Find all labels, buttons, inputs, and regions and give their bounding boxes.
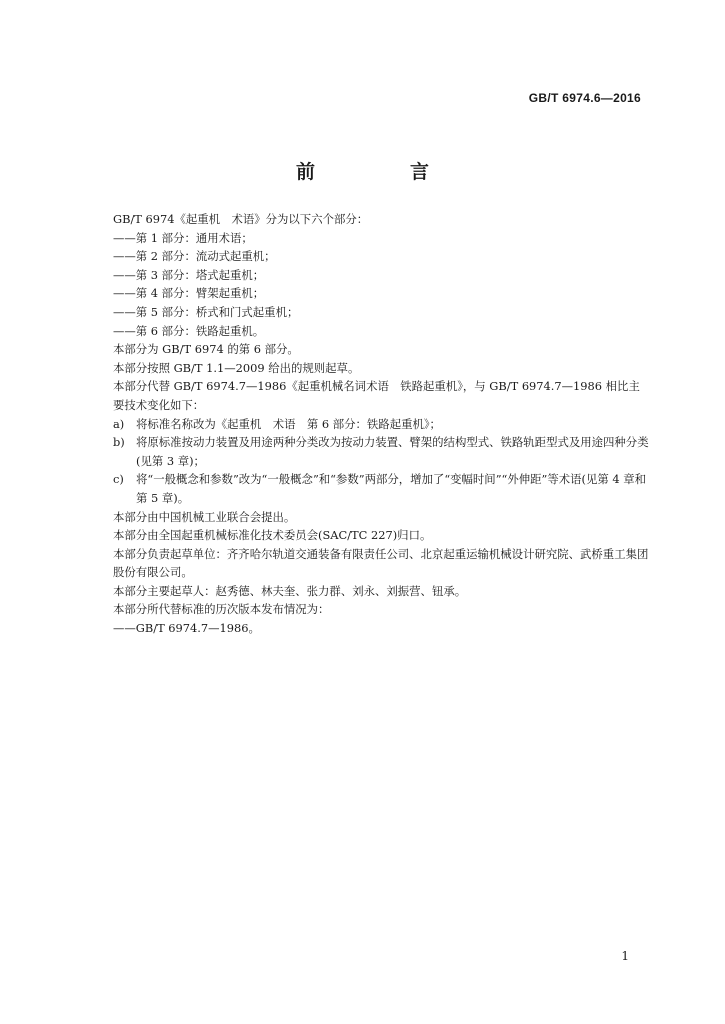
paragraph: 本部分由全国起重机械标准化技术委员会(SAC/TC 227)归口。 [113,528,432,543]
part-list-item: ——第 4 部分：臂架起重机； [113,286,265,301]
paragraph: 本部分为 GB/T 6974 的第 6 部分。 [113,342,299,357]
part-list-item: ——第 6 部分：铁路起重机。 [113,323,265,338]
paragraph: ——GB/T 6974.7—1986。 [113,621,260,636]
change-item-mark: c) [113,472,124,487]
paragraph: 本部分所代替标准的历次版本发布情况为： [113,602,330,617]
paragraph: 本部分代替 GB/T 6974.7—1986《起重机械名词术语 铁路起重机》，与 GB/T 6974.7—1986 相比主要技术变化如下： [113,379,640,412]
page-number: 1 [621,949,629,963]
part-list-item: ——第 1 部分：通用术语； [113,230,253,245]
part-list-item: ——第 2 部分：流动式起重机； [113,249,276,264]
change-item-text: 将原标准按动力装置及用途两种分类改为按动力装置、臂架的结构型式、铁路轨距型式及用途四种分类(见第 3 章)； [136,435,649,468]
change-item [90,415,650,434]
change-item-mark: a) [113,416,125,431]
standard-code: GB/T 6974.6—2016 [528,91,641,105]
change-item-mark: b) [113,435,125,450]
paragraph: 本部分按照 GB/T 1.1—2009 给出的规则起草。 [113,360,360,375]
change-item-text: 将标准名称改为《起重机 术语 第 6 部分：铁路起重机》； [136,416,441,431]
part-list-item: ——第 3 部分：塔式起重机； [113,267,265,282]
paragraph: 本部分主要起草人：赵秀德、林夫奎、张力群、刘永、刘振营、钮承。 [113,583,467,598]
page-title: 前 言 [295,161,467,183]
change-item [90,433,650,470]
paragraph: 本部分由中国机械工业联合会提出。 [113,509,296,524]
part-list-item: ——第 5 部分：桥式和门式起重机； [113,304,299,319]
paragraph: 本部分负责起草单位：齐齐哈尔轨道交通装备有限责任公司、北京起重运输机械设计研究院、武桥重工集团股份有限公司。 [113,546,649,580]
change-item [90,470,650,507]
document-body [90,210,650,638]
change-item-text: 将“一般概念和参数”改为“一般概念”和“参数”两部分，增加了“变幅时间”“外伸距”等术语(见第 4 章和第 5 章)。 [136,472,647,505]
paragraph: GB/T 6974《起重机 术语》分为以下六个部分： [113,212,369,226]
